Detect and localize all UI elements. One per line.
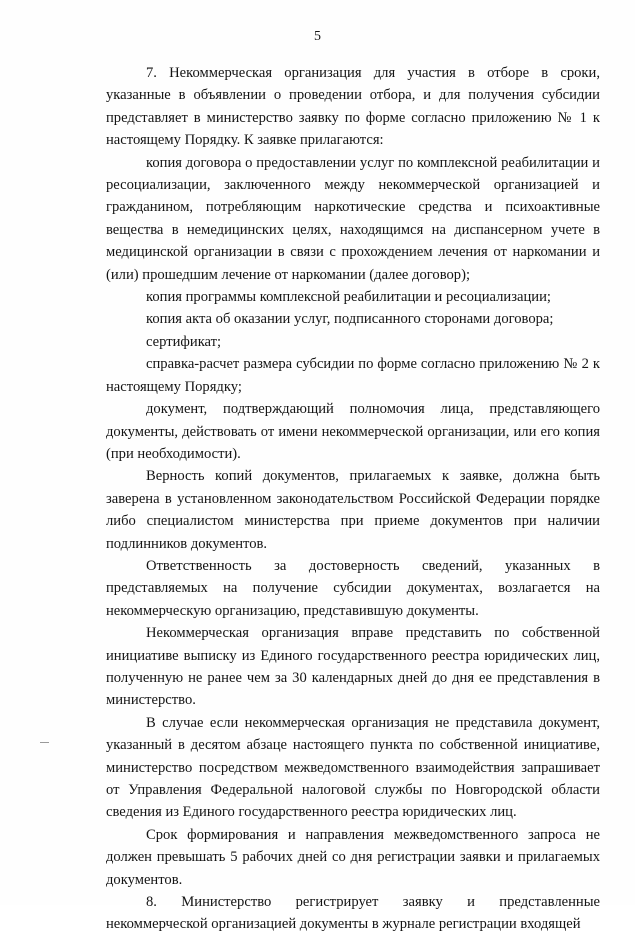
paragraph-responsibility: Ответственность за достоверность сведений, указанных в представляемых на получение субсидии документах, возлагается на некоммерческую организацию, представившую документы. xyxy=(106,557,600,619)
paragraph-registry-extract: Некоммерческая организация вправе представить по собственной инициативе выписку из Единого государственного реестра юридических лиц, полученную не ранее чем за 30 календарных дней до дня ее представления в министерство. xyxy=(106,625,600,709)
paragraph-copies-verification: Верность копий документов, прилагаемых к заявке, должна быть заверена в установленном законодательством Российской Федерации порядке либо специалистом министерства при приеме документов при наличии подлинников документов. xyxy=(106,468,600,552)
paragraph-subsidy-calc: справка-расчет размера субсидии по форме согласно приложению № 2 к настоящему Порядку; xyxy=(106,356,600,395)
paragraph-request-deadline: Срок формирования и направления межведомственного запроса не должен превышать 5 рабочих дней со дня регистрации заявки и прилагаемых документов. xyxy=(106,826,600,888)
document-body xyxy=(106,62,600,936)
paragraph-interagency-request: В случае если некоммерческая организация не представила документ, указанный в десятом абзаце настоящего пункта по собственной инициативе, министерство посредством межведомственного взаимодействия запрашивает от Управления Федеральной налоговой службы по Новгородской области сведения из Единого государственного реестра юридических лиц. xyxy=(106,714,600,821)
paragraph-contract-copy: копия договора о предоставлении услуг по комплексной реабилитации и ресоциализации, заключенного между некоммерческой организацией и гражданином, потребляющим наркотические средства и психоактивные вещества в немедицинских целях, находящимся на диспансерном учете в медицинской организации в связи с прохождением лечения от наркомании и (или) прошедшим лечение от наркомании (далее договор); xyxy=(106,154,600,283)
paragraph-certificate: сертификат; xyxy=(146,333,222,350)
paragraph-item-7: 7. Некоммерческая организация для участия в отборе в сроки, указанные в объявлении о проведении отбора, и для получения субсидии представляет в министерство заявку по форме согласно приложению № 1 к настоящему Порядку. К заявке прилагаются: xyxy=(106,65,600,149)
page-number: 5 xyxy=(314,29,321,44)
paragraph-program-copy: копия программы комплексной реабилитации и ресоциализации; xyxy=(146,289,551,306)
paragraph-act-copy: копия акта об оказании услуг, подписанного сторонами договора; xyxy=(146,311,554,328)
paragraph-authority-doc: документ, подтверждающий полномочия лица, представляющего документы, действовать от имени некоммерческой организации, или его копия (при необходимости). xyxy=(106,401,600,462)
scan-mark xyxy=(40,742,49,743)
paragraph-item-8: 8. Министерство регистрирует заявку и представленные некоммерческой организацией документы в журнале регистрации входящей xyxy=(106,894,600,933)
